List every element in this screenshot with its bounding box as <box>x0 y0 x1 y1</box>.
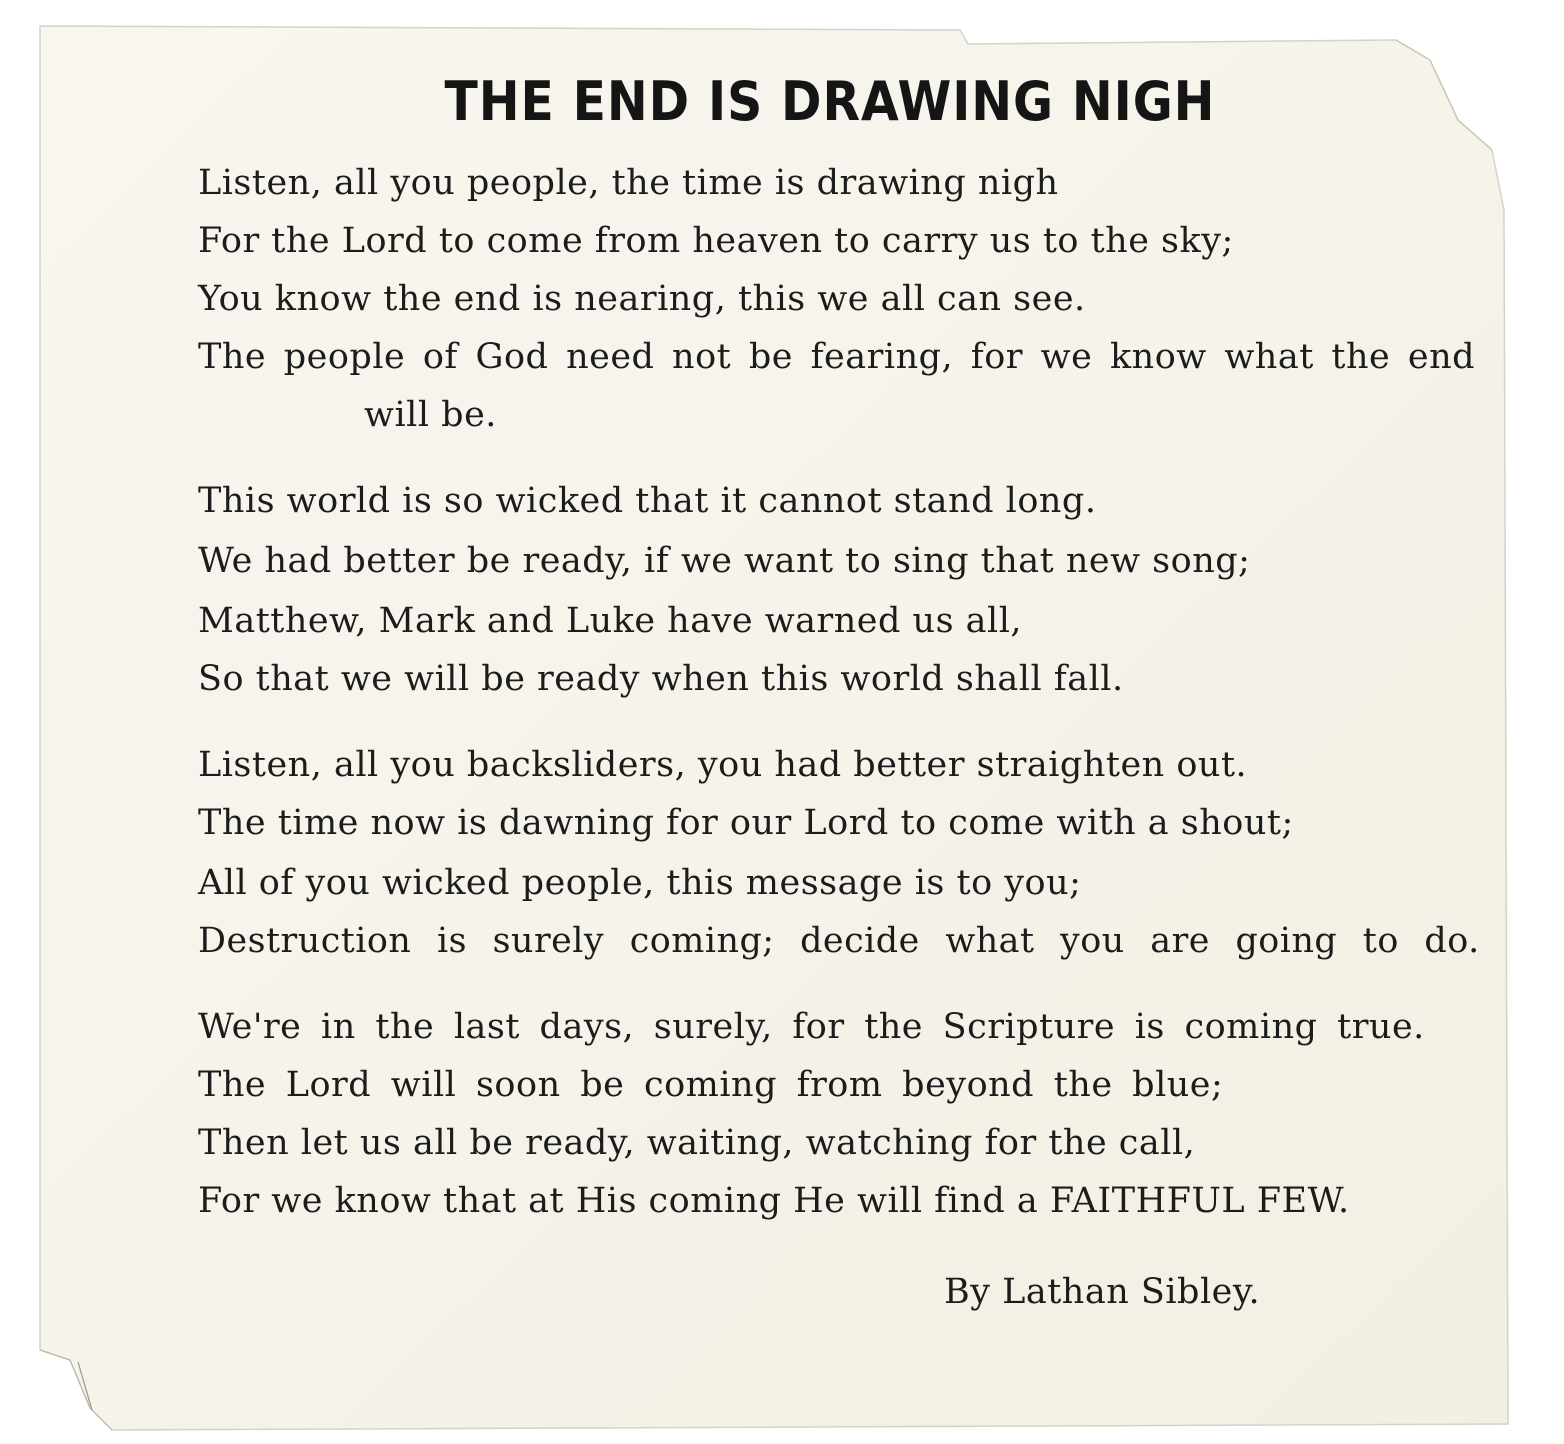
poem-line: Listen, all you backsliders, you had better straighten out. <box>198 745 1248 785</box>
poem-line: The people of God need not be fearing, for we know what the end <box>198 337 1476 377</box>
poem-line: Then let us all be ready, waiting, watching for the call, <box>198 1123 1196 1163</box>
poem-line: All of you wicked people, this message is to you; <box>198 863 1082 903</box>
poem-line: For we know that at His coming He will find a FAITHFUL FEW. <box>198 1181 1350 1221</box>
poem-line: We're in the last days, surely, for the Scripture is coming true. <box>198 1007 1425 1047</box>
poem-line: This world is so wicked that it cannot stand long. <box>198 481 1097 521</box>
poem-line: For the Lord to come from heaven to carry us to the sky; <box>198 221 1234 261</box>
poem-line: We had better be ready, if we want to sing that new song; <box>198 541 1251 581</box>
poem-line: The time now is dawning for our Lord to come with a shout; <box>198 803 1294 843</box>
poem-line: Destruction is surely coming; decide what you are going to do. <box>198 921 1480 961</box>
poem-line: You know the end is nearing, this we all can see. <box>198 279 1086 319</box>
poem-line: Listen, all you people, the time is drawing nigh <box>198 163 1059 203</box>
author-attribution: By Lathan Sibley. <box>944 1272 1261 1312</box>
poem-line: will be. <box>364 395 497 435</box>
poem-line: Matthew, Mark and Luke have warned us all, <box>198 601 1023 641</box>
poem-title: THE END IS DRAWING NIGH <box>444 70 1216 133</box>
poem-line: The Lord will soon be coming from beyond the blue; <box>198 1065 1224 1105</box>
poem-line: So that we will be ready when this world shall fall. <box>198 659 1124 699</box>
